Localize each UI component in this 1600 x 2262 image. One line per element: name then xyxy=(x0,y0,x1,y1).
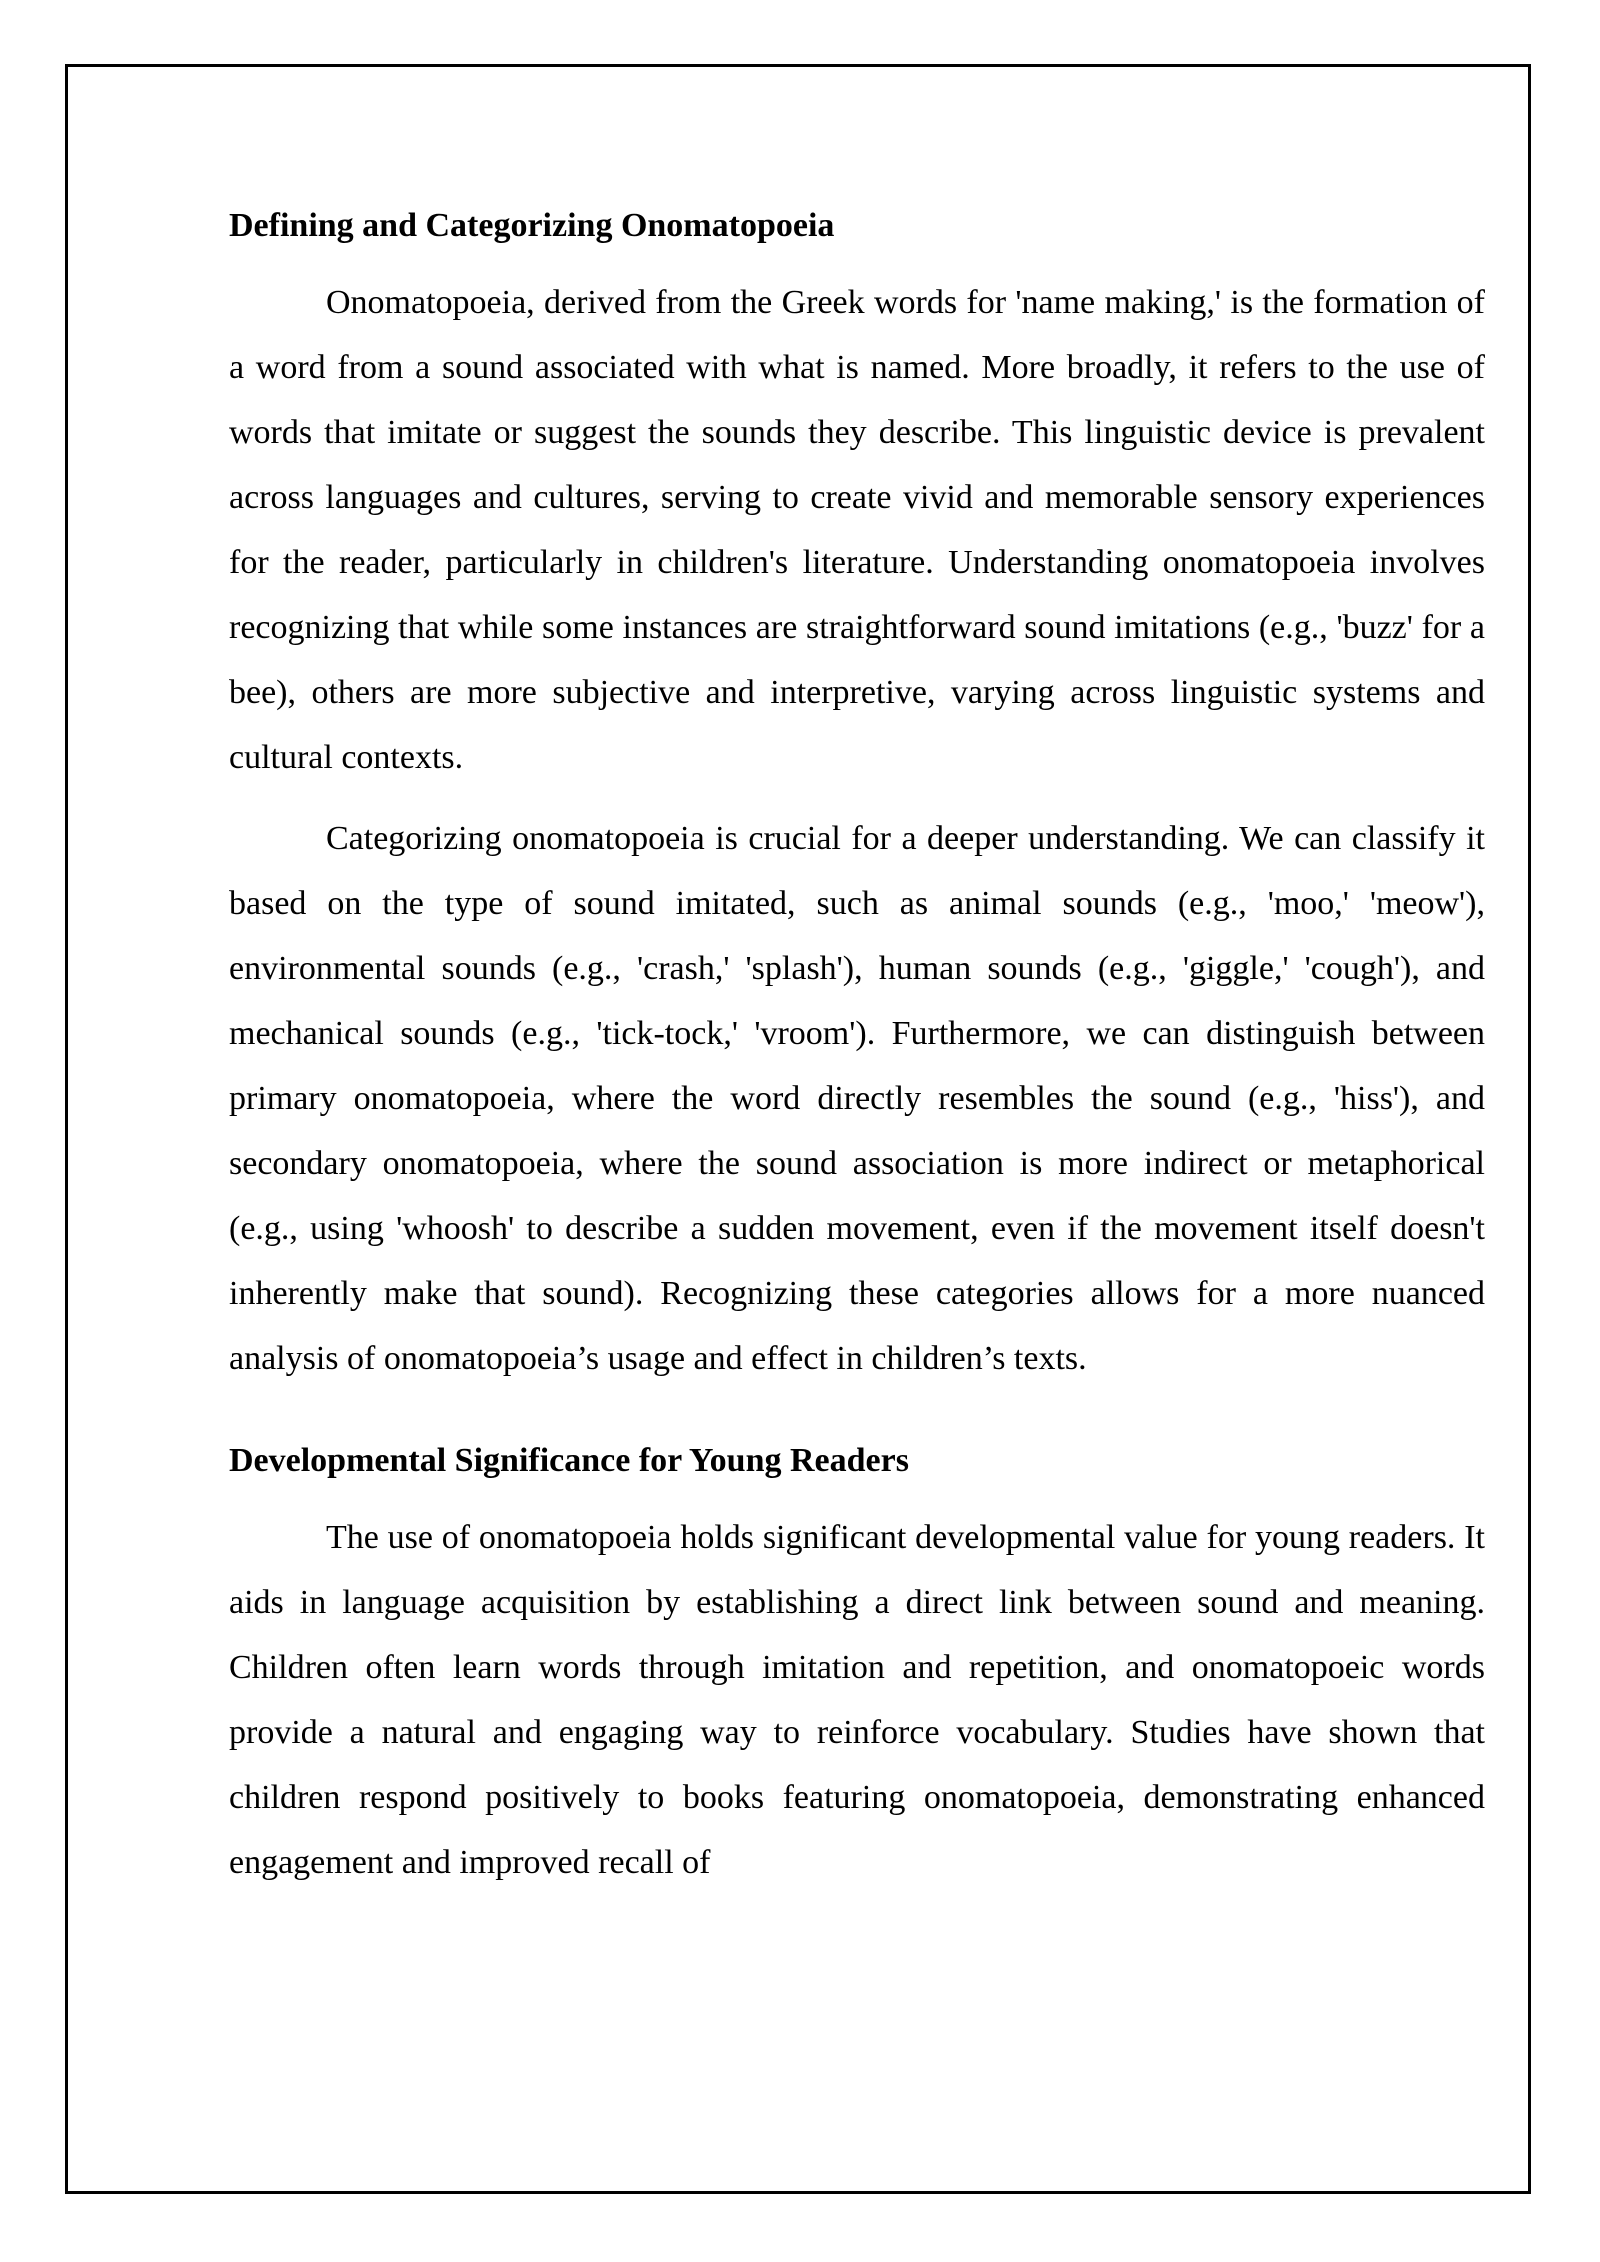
paragraph-developmental-value: The use of onomatopoeia holds significant developmental value for young readers. It aids in language acquisition by establishing a direct link between sound and meaning. Children often learn words through imitation and repetition, and onomatopoeic words provide a natural and engaging way to reinforce vocabulary. Studies have shown that children respond positively to books featuring onomatopoeia, demonstrating enhanced engagement and improved recall of xyxy=(229,1519,1485,1881)
paragraph-definition: Onomatopoeia, derived from the Greek words for 'name making,' is the formation of a word from a sound associated with what is named. More broadly, it refers to the use of words that imitate or suggest the sounds they describe. This linguistic device is prevalent across languages and cultures, serving to create vivid and memorable sensory experiences for the reader, particularly in children's literature. Understanding onomatopoeia involves recognizing that while some instances are straightforward sound imitations (e.g., 'buzz' for a bee), others are more subjective and interpretive, varying across linguistic systems and cultural contexts. xyxy=(229,284,1485,776)
section-heading-developmental-significance: Developmental Significance for Young Readers xyxy=(229,1442,909,1479)
document-body xyxy=(229,196,1485,1911)
section-heading-defining-categorizing: Defining and Categorizing Onomatopoeia xyxy=(229,207,835,244)
paragraph-categorizing: Categorizing onomatopoeia is crucial for a deeper understanding. We can classify it based on the type of sound imitated, such as animal sounds (e.g., 'moo,' 'meow'), environmental sounds (e.g., 'crash,' 'splash'), human sounds (e.g., 'giggle,' 'cough'), and mechanical sounds (e.g., 'tick-tock,' 'vroom'). Furthermore, we can distinguish between primary onomatopoeia, where the word directly resembles the sound (e.g., 'hiss'), and secondary onomatopoeia, where the sound association is more indirect or metaphorical (e.g., using 'whoosh' to describe a sudden movement, even if the movement itself doesn't inherently make that sound). Recognizing these categories allows for a more nuanced analysis of onomatopoeia’s usage and effect in children’s texts. xyxy=(229,820,1485,1377)
